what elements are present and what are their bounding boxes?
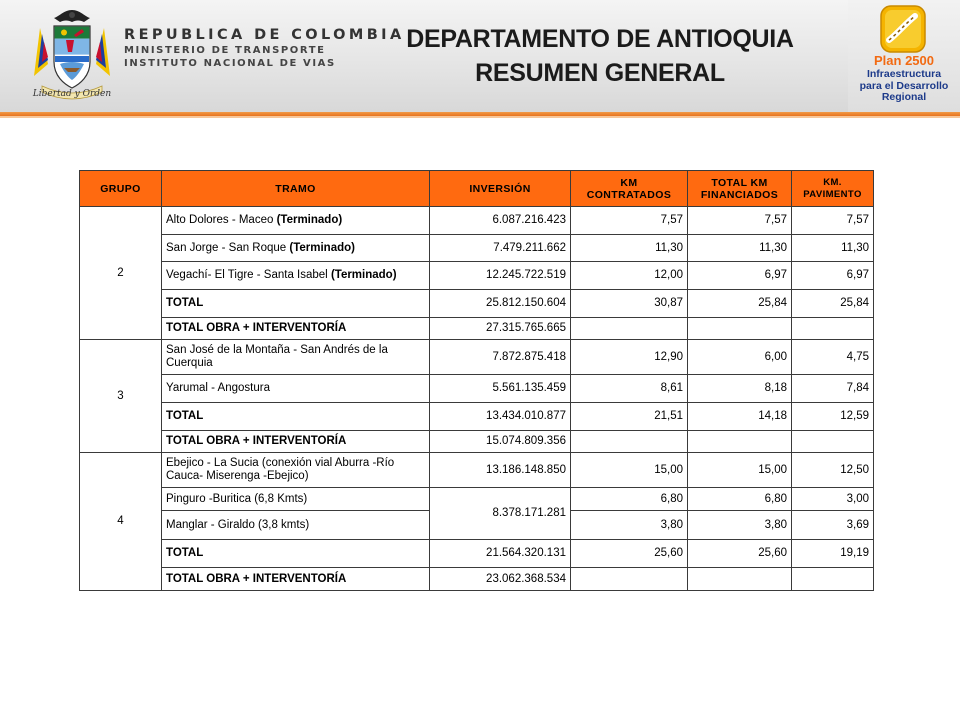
col-header-total-km <box>688 171 792 207</box>
table-row <box>80 488 874 511</box>
tramo-name-line1: Ebejico - La Sucia (conexión vial Aburra -Río <box>166 457 395 469</box>
col-header-km-contratados-line1: KM <box>620 176 638 189</box>
km-pavimento-cell: 12,59 <box>792 403 874 431</box>
km-financiados-cell: 6,97 <box>688 262 792 290</box>
tramo-name-line1: San José de la Montaña - San Andrés de la <box>166 344 388 356</box>
col-header-km-pavimento-line1: KM. <box>823 176 842 188</box>
col-header-km-pavimento <box>792 171 874 207</box>
tramo-cell: Pinguro -Buritica (6,8 Kmts) <box>162 488 430 511</box>
empty-cell <box>792 431 874 453</box>
total-label: TOTAL <box>162 540 430 568</box>
km-financiados-cell: 25,84 <box>688 290 792 318</box>
km-pavimento-cell: 7,57 <box>792 207 874 235</box>
table-header-row <box>80 171 874 207</box>
km-contratados-cell: 7,57 <box>571 207 688 235</box>
km-contratados-cell: 11,30 <box>571 235 688 262</box>
km-financiados-cell: 15,00 <box>688 453 792 488</box>
table-row <box>80 207 874 235</box>
table-row <box>80 453 874 488</box>
col-header-inversion: INVERSIÓN <box>430 171 571 207</box>
tramo-status: (Terminado) <box>276 214 343 226</box>
crest-motto: Libertad y Orden <box>32 89 112 99</box>
km-contratados-cell: 30,87 <box>571 290 688 318</box>
total-obra-row <box>80 568 874 591</box>
km-financiados-cell: 25,60 <box>688 540 792 568</box>
table-row <box>80 340 874 375</box>
col-header-total-km-line2: FINANCIADOS <box>700 188 779 201</box>
total-obra-label: TOTAL OBRA + INTERVENTORÍA <box>162 318 430 340</box>
tramo-cell <box>162 340 430 375</box>
km-pavimento-cell: 11,30 <box>792 235 874 262</box>
tramo-name: San Jorge - San Roque <box>166 241 290 254</box>
total-label: TOTAL <box>162 290 430 318</box>
plan-2500-logo <box>848 0 960 112</box>
group-cell-3: 3 <box>80 340 162 453</box>
km-financiados-cell: 6,00 <box>688 340 792 375</box>
inversion-cell: 23.062.368.534 <box>430 568 571 591</box>
km-pavimento-cell: 4,75 <box>792 340 874 375</box>
col-header-km-contratados <box>571 171 688 207</box>
tramo-name: Vegachí- El Tigre - Santa Isabel <box>166 269 331 281</box>
km-financiados-cell: 7,57 <box>688 207 792 235</box>
ministry-name: MINISTERIO DE TRANSPORTE <box>124 45 326 56</box>
km-financiados-cell: 14,18 <box>688 403 792 431</box>
col-header-km-contratados-line2: CONTRATADOS <box>586 188 672 201</box>
km-financiados-cell: 8,18 <box>688 375 792 403</box>
empty-cell <box>571 431 688 453</box>
km-pavimento-cell: 12,50 <box>792 453 874 488</box>
plan-tagline-2: para el Desarrollo <box>859 79 949 92</box>
total-obra-label: TOTAL OBRA + INTERVENTORÍA <box>162 568 430 591</box>
col-header-tramo: TRAMO <box>162 171 430 207</box>
empty-cell <box>688 568 792 591</box>
empty-cell <box>571 568 688 591</box>
page-title <box>370 22 830 90</box>
total-row <box>80 540 874 568</box>
header-divider-light <box>0 116 960 118</box>
plan-tagline <box>848 69 960 104</box>
km-contratados-cell: 12,90 <box>571 340 688 375</box>
inversion-cell: 27.315.765.665 <box>430 318 571 340</box>
inversion-cell: 12.245.722.519 <box>430 262 571 290</box>
col-header-total-km-line1: TOTAL KM <box>711 176 768 189</box>
group-cell-4: 4 <box>80 453 162 591</box>
km-contratados-cell: 8,61 <box>571 375 688 403</box>
km-contratados-cell: 15,00 <box>571 453 688 488</box>
km-pavimento-cell: 25,84 <box>792 290 874 318</box>
km-contratados-cell: 21,51 <box>571 403 688 431</box>
empty-cell <box>792 318 874 340</box>
tramo-status: (Terminado) <box>289 241 355 254</box>
plan-tagline-1: Infraestructura <box>866 68 942 80</box>
total-obra-label: TOTAL OBRA + INTERVENTORÍA <box>162 431 430 453</box>
inversion-cell: 7.872.875.418 <box>430 340 571 375</box>
empty-cell <box>792 568 874 591</box>
col-header-km-pavimento-line2: PAVIMENTO <box>803 188 862 200</box>
inversion-cell: 8.378.171.281 <box>430 488 571 540</box>
km-contratados-cell: 25,60 <box>571 540 688 568</box>
inversion-cell: 21.564.320.131 <box>430 540 571 568</box>
km-financiados-cell: 3,80 <box>688 511 792 540</box>
institute-name: INSTITUTO NACIONAL DE VIAS <box>124 58 336 69</box>
total-label: TOTAL <box>162 403 430 431</box>
tramo-cell <box>162 262 430 290</box>
tramo-cell: Manglar - Giraldo (3,8 kmts) <box>162 511 430 540</box>
table-row <box>80 262 874 290</box>
tramo-cell <box>162 235 430 262</box>
inversion-cell: 13.434.010.877 <box>430 403 571 431</box>
inversion-cell: 5.561.135.459 <box>430 375 571 403</box>
inversion-cell: 6.087.216.423 <box>430 207 571 235</box>
tramo-cell <box>162 453 430 488</box>
km-financiados-cell: 11,30 <box>688 235 792 262</box>
km-pavimento-cell: 3,00 <box>792 488 874 511</box>
empty-cell <box>688 318 792 340</box>
total-row <box>80 403 874 431</box>
group-cell-2: 2 <box>80 207 162 340</box>
tramo-name-line2: Cuerquia <box>166 357 213 369</box>
km-contratados-cell: 6,80 <box>571 488 688 511</box>
empty-cell <box>688 431 792 453</box>
tramo-cell: Yarumal - Angostura <box>162 375 430 403</box>
inversion-cell: 15.074.809.356 <box>430 431 571 453</box>
empty-cell <box>571 318 688 340</box>
page-header <box>0 0 960 112</box>
summary-table <box>79 170 874 591</box>
total-obra-row <box>80 431 874 453</box>
inversion-cell: 7.479.211.662 <box>430 235 571 262</box>
title-line-1: DEPARTAMENTO DE ANTIOQUIA <box>406 25 794 53</box>
tramo-status: (Terminado) <box>330 269 397 281</box>
government-block <box>124 26 405 70</box>
col-header-grupo: GRUPO <box>80 171 162 207</box>
country-name: REPUBLICA DE COLOMBIA <box>124 27 405 43</box>
plan-2500-emblem-icon <box>879 4 927 54</box>
km-pavimento-cell: 7,84 <box>792 375 874 403</box>
km-pavimento-cell: 19,19 <box>792 540 874 568</box>
tramo-name: Alto Dolores - Maceo <box>166 214 277 226</box>
total-row <box>80 290 874 318</box>
tramo-cell <box>162 207 430 235</box>
km-contratados-cell: 3,80 <box>571 511 688 540</box>
table-row <box>80 375 874 403</box>
inversion-cell: 25.812.150.604 <box>430 290 571 318</box>
tramo-name-line2: Cauca- Miserenga -Ebejico) <box>166 470 309 482</box>
km-financiados-cell: 6,80 <box>688 488 792 511</box>
km-contratados-cell: 12,00 <box>571 262 688 290</box>
total-obra-row <box>80 318 874 340</box>
inversion-cell: 13.186.148.850 <box>430 453 571 488</box>
km-pavimento-cell: 3,69 <box>792 511 874 540</box>
title-line-2: RESUMEN GENERAL <box>475 59 725 87</box>
km-pavimento-cell: 6,97 <box>792 262 874 290</box>
table-row <box>80 235 874 262</box>
plan-tagline-3: Regional <box>881 91 927 103</box>
plan-name: Plan 2500 <box>874 53 934 68</box>
